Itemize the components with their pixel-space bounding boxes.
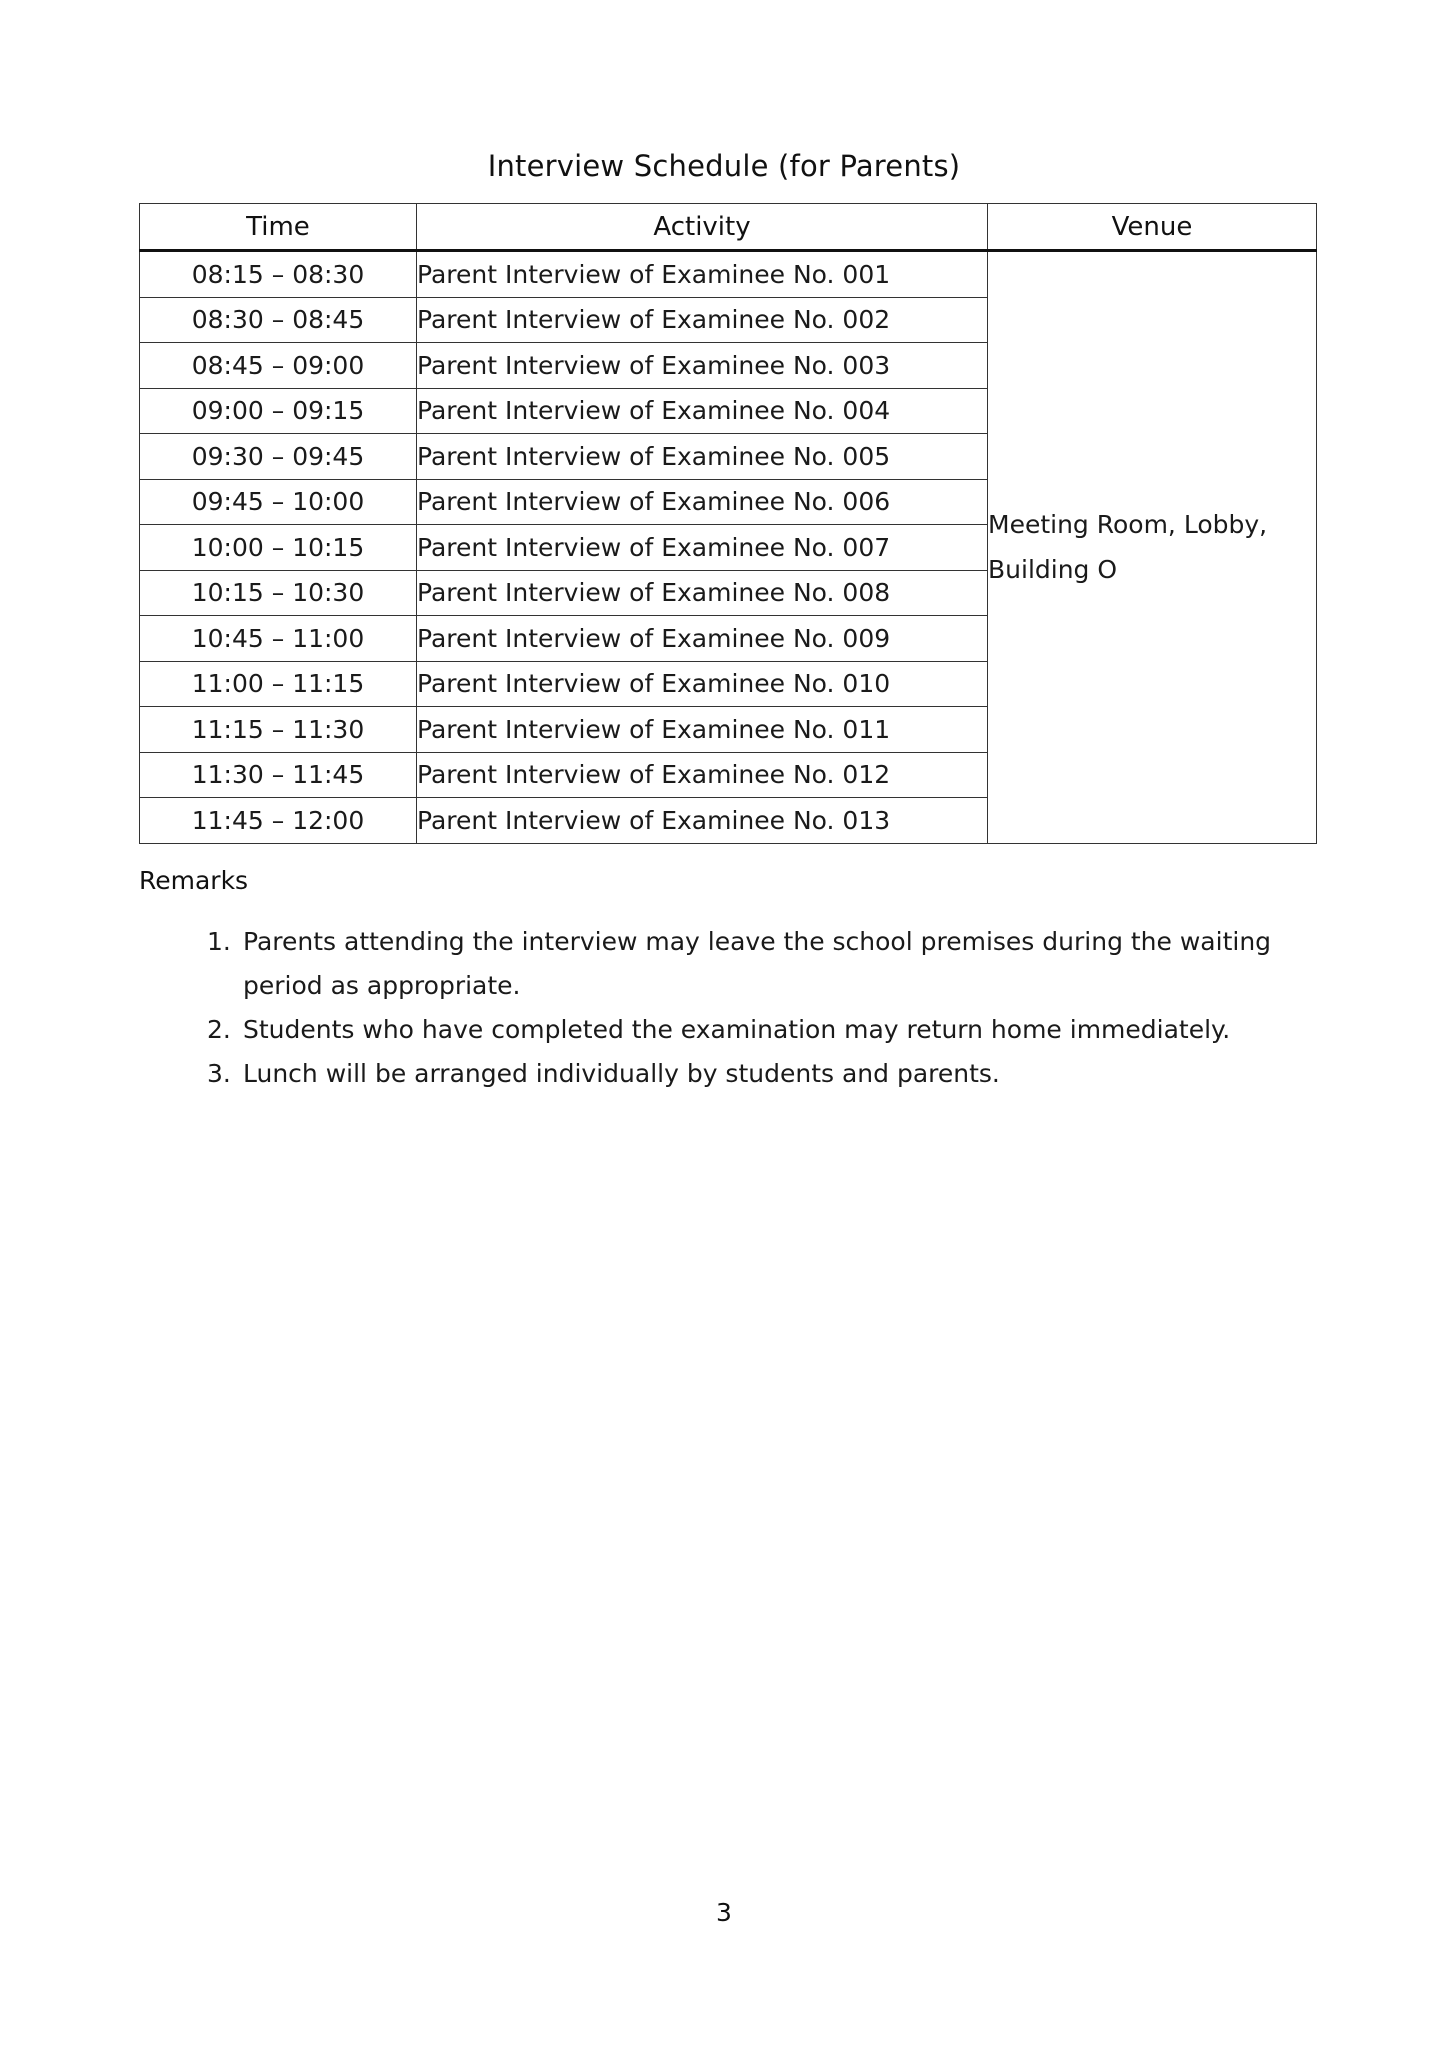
activity-cell: Parent Interview of Examinee No. 007 [417, 525, 988, 571]
remark-text: Parents attending the interview may leave the school premises during the waiting period as appropriate. [243, 927, 1272, 1000]
activity-cell: Parent Interview of Examinee No. 002 [417, 297, 988, 343]
remarks-heading: Remarks [139, 866, 249, 895]
venue-cell: Meeting Room, Lobby, Building O [988, 251, 1317, 844]
table-header-row [140, 204, 1317, 251]
column-header-time: Time [140, 204, 417, 251]
activity-cell: Parent Interview of Examinee No. 005 [417, 434, 988, 480]
table-row [140, 251, 1317, 298]
remarks-list [207, 920, 1303, 1096]
column-header-activity: Activity [417, 204, 988, 251]
time-cell: 08:15 – 08:30 [140, 251, 417, 298]
remark-number: 2. [207, 1015, 231, 1044]
activity-cell: Parent Interview of Examinee No. 006 [417, 479, 988, 525]
page-number: 3 [716, 1898, 732, 1927]
time-cell: 10:15 – 10:30 [140, 570, 417, 616]
activity-cell: Parent Interview of Examinee No. 003 [417, 343, 988, 389]
schedule-table [139, 203, 1317, 844]
time-cell: 11:30 – 11:45 [140, 752, 417, 798]
activity-cell: Parent Interview of Examinee No. 008 [417, 570, 988, 616]
time-cell: 09:00 – 09:15 [140, 388, 417, 434]
activity-cell: Parent Interview of Examinee No. 004 [417, 388, 988, 434]
column-header-venue: Venue [988, 204, 1317, 251]
remark-number: 1. [207, 927, 231, 956]
schedule-table-body [140, 251, 1317, 844]
page-title: Interview Schedule (for Parents) [487, 149, 961, 183]
remark-item [207, 1008, 1303, 1052]
time-cell: 11:15 – 11:30 [140, 707, 417, 753]
time-cell: 08:45 – 09:00 [140, 343, 417, 389]
time-cell: 09:45 – 10:00 [140, 479, 417, 525]
remark-text: Students who have completed the examination may return home immediately. [243, 1015, 1231, 1044]
time-cell: 10:45 – 11:00 [140, 616, 417, 662]
remark-number: 3. [207, 1059, 231, 1088]
time-cell: 11:45 – 12:00 [140, 798, 417, 844]
activity-cell: Parent Interview of Examinee No. 009 [417, 616, 988, 662]
time-cell: 10:00 – 10:15 [140, 525, 417, 571]
remark-item [207, 1052, 1303, 1096]
activity-cell: Parent Interview of Examinee No. 010 [417, 661, 988, 707]
remark-item [207, 920, 1303, 1008]
activity-cell: Parent Interview of Examinee No. 011 [417, 707, 988, 753]
time-cell: 09:30 – 09:45 [140, 434, 417, 480]
activity-cell: Parent Interview of Examinee No. 013 [417, 798, 988, 844]
time-cell: 08:30 – 08:45 [140, 297, 417, 343]
activity-cell: Parent Interview of Examinee No. 001 [417, 251, 988, 298]
activity-cell: Parent Interview of Examinee No. 012 [417, 752, 988, 798]
time-cell: 11:00 – 11:15 [140, 661, 417, 707]
remark-text: Lunch will be arranged individually by students and parents. [243, 1059, 1000, 1088]
